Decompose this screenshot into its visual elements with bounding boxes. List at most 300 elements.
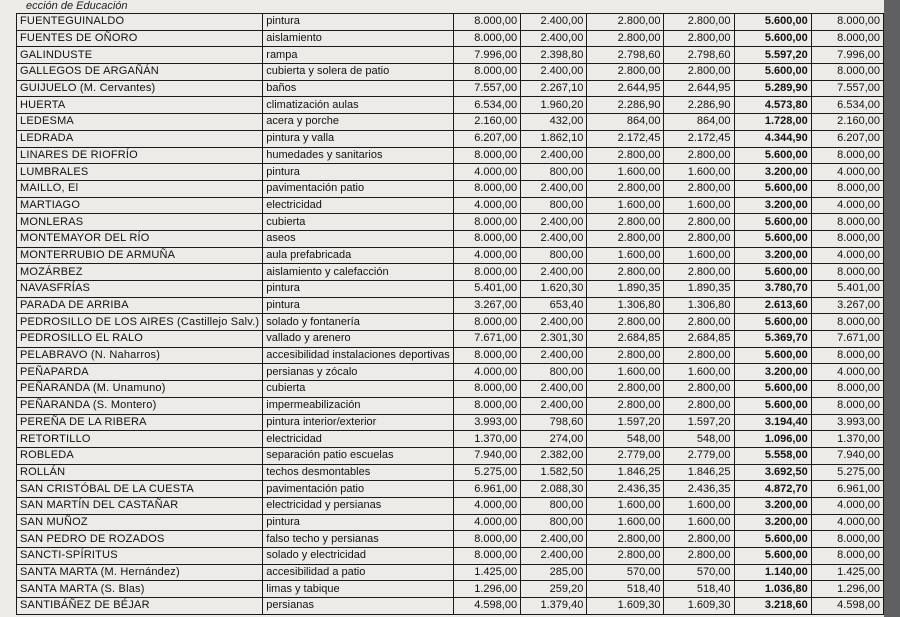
- final-amount-cell: 8.000,00: [811, 314, 883, 331]
- amount-cell: 518,40: [664, 581, 734, 598]
- final-amount-cell: 8.000,00: [811, 214, 883, 231]
- amount-cell: 2.400,00: [521, 531, 587, 548]
- municipality-cell: PELABRAVO (N. Naharros): [17, 347, 263, 364]
- work-description-cell: electricidad: [263, 431, 453, 448]
- amount-cell: 1.890,35: [664, 281, 734, 298]
- budget-cell: 7.996,00: [453, 47, 520, 64]
- budget-cell: 4.000,00: [453, 247, 520, 264]
- total-cell: 3.200,00: [734, 247, 811, 264]
- final-amount-cell: 8.000,00: [811, 381, 883, 398]
- amount-cell: 518,40: [587, 581, 664, 598]
- final-amount-cell: 8.000,00: [811, 180, 883, 197]
- work-description-cell: solado y fontanería: [263, 314, 453, 331]
- municipality-cell: LINARES DE RIOFRÍO: [17, 147, 263, 164]
- amount-cell: 2.800,00: [664, 347, 734, 364]
- table-row: [17, 14, 884, 31]
- municipality-cell: PARADA DE ARRIBA: [17, 297, 263, 314]
- budget-cell: 3.993,00: [453, 414, 520, 431]
- work-description-cell: pintura y valla: [263, 130, 453, 147]
- amount-cell: 2.400,00: [521, 214, 587, 231]
- table-row: [17, 464, 884, 481]
- table-row: [17, 64, 884, 81]
- total-cell: 5.600,00: [734, 230, 811, 247]
- municipality-cell: SAN MUÑOZ: [17, 514, 263, 531]
- amount-cell: 432,00: [521, 114, 587, 131]
- final-amount-cell: 8.000,00: [811, 397, 883, 414]
- amount-cell: 2.286,90: [664, 97, 734, 114]
- amount-cell: 800,00: [521, 164, 587, 181]
- amount-cell: 2.779,00: [587, 447, 664, 464]
- amount-cell: 864,00: [587, 114, 664, 131]
- amount-cell: 2.088,30: [521, 481, 587, 498]
- final-amount-cell: 4.000,00: [811, 364, 883, 381]
- amount-cell: 2.800,00: [664, 264, 734, 281]
- total-cell: 3.200,00: [734, 514, 811, 531]
- final-amount-cell: 1.370,00: [811, 431, 883, 448]
- amount-cell: 2.800,00: [587, 214, 664, 231]
- final-amount-cell: 8.000,00: [811, 64, 883, 81]
- amount-cell: 274,00: [521, 431, 587, 448]
- table-row: [17, 97, 884, 114]
- municipality-cell: ROBLEDA: [17, 447, 263, 464]
- budget-cell: 4.000,00: [453, 364, 520, 381]
- table-row: [17, 214, 884, 231]
- total-cell: 1.140,00: [734, 564, 811, 581]
- final-amount-cell: 7.940,00: [811, 447, 883, 464]
- amount-cell: 2.800,00: [587, 548, 664, 565]
- work-description-cell: acera y porche: [263, 114, 453, 131]
- final-amount-cell: 4.000,00: [811, 247, 883, 264]
- final-amount-cell: 4.000,00: [811, 164, 883, 181]
- municipality-cell: SANTIBÁÑEZ DE BÉJAR: [17, 598, 263, 615]
- total-cell: 1.096,00: [734, 431, 811, 448]
- amount-cell: 2.382,00: [521, 447, 587, 464]
- amount-cell: 548,00: [587, 431, 664, 448]
- municipality-cell: SAN MARTÍN DEL CASTAÑAR: [17, 497, 263, 514]
- work-description-cell: aislamiento: [263, 30, 453, 47]
- amount-cell: 1.597,20: [587, 414, 664, 431]
- work-description-cell: pintura: [263, 281, 453, 298]
- budget-cell: 7.940,00: [453, 447, 520, 464]
- final-amount-cell: 1.425,00: [811, 564, 883, 581]
- amount-cell: 2.800,00: [587, 397, 664, 414]
- amount-cell: 2.301,30: [521, 331, 587, 348]
- amount-cell: 2.400,00: [521, 147, 587, 164]
- table-row: [17, 414, 884, 431]
- table-row: [17, 347, 884, 364]
- work-description-cell: climatización aulas: [263, 97, 453, 114]
- amount-cell: 2.644,95: [664, 80, 734, 97]
- table-row: [17, 447, 884, 464]
- final-amount-cell: 8.000,00: [811, 147, 883, 164]
- budget-cell: 8.000,00: [453, 548, 520, 565]
- amount-cell: 2.800,00: [664, 381, 734, 398]
- budget-cell: 8.000,00: [453, 347, 520, 364]
- work-description-cell: pintura: [263, 297, 453, 314]
- amount-cell: 2.800,00: [587, 314, 664, 331]
- amount-cell: 1.306,80: [664, 297, 734, 314]
- municipality-cell: HUERTA: [17, 97, 263, 114]
- final-amount-cell: 8.000,00: [811, 230, 883, 247]
- amount-cell: 2.800,00: [664, 180, 734, 197]
- total-cell: 5.600,00: [734, 264, 811, 281]
- final-amount-cell: 7.996,00: [811, 47, 883, 64]
- amount-cell: 800,00: [521, 497, 587, 514]
- work-description-cell: electricidad: [263, 197, 453, 214]
- amount-cell: 2.398,80: [521, 47, 587, 64]
- budget-cell: 8.000,00: [453, 531, 520, 548]
- table-row: [17, 130, 884, 147]
- amount-cell: 2.798,60: [587, 47, 664, 64]
- amount-cell: 1.609,30: [587, 598, 664, 615]
- final-amount-cell: 7.671,00: [811, 331, 883, 348]
- amount-cell: 800,00: [521, 197, 587, 214]
- amount-cell: 2.800,00: [664, 548, 734, 565]
- amount-cell: 1.960,20: [521, 97, 587, 114]
- table-row: [17, 481, 884, 498]
- amount-cell: 2.400,00: [521, 381, 587, 398]
- final-amount-cell: 3.993,00: [811, 414, 883, 431]
- amount-cell: 2.800,00: [587, 347, 664, 364]
- amount-cell: 1.600,00: [587, 247, 664, 264]
- final-amount-cell: 5.275,00: [811, 464, 883, 481]
- amount-cell: 2.400,00: [521, 180, 587, 197]
- budget-cell: 1.425,00: [453, 564, 520, 581]
- amount-cell: 2.779,00: [664, 447, 734, 464]
- table-row: [17, 331, 884, 348]
- amount-cell: 1.846,25: [587, 464, 664, 481]
- final-amount-cell: 8.000,00: [811, 14, 883, 31]
- budget-cell: 4.000,00: [453, 197, 520, 214]
- amount-cell: 2.800,00: [664, 64, 734, 81]
- final-amount-cell: 4.000,00: [811, 514, 883, 531]
- amount-cell: 2.800,00: [664, 397, 734, 414]
- work-description-cell: aseos: [263, 230, 453, 247]
- municipality-cell: RETORTILLO: [17, 431, 263, 448]
- table-row: [17, 30, 884, 47]
- table-row: [17, 281, 884, 298]
- budget-cell: 4.000,00: [453, 164, 520, 181]
- amount-cell: 2.800,00: [587, 531, 664, 548]
- total-cell: 1.036,80: [734, 581, 811, 598]
- total-cell: 3.780,70: [734, 281, 811, 298]
- work-description-cell: electricidad y persianas: [263, 497, 453, 514]
- amount-cell: 2.400,00: [521, 264, 587, 281]
- municipality-cell: PEÑARANDA (S. Montero): [17, 397, 263, 414]
- amount-cell: 2.684,85: [664, 331, 734, 348]
- amount-cell: 1.600,00: [664, 514, 734, 531]
- amount-cell: 2.400,00: [521, 347, 587, 364]
- budget-cell: 6.961,00: [453, 481, 520, 498]
- amount-cell: 2.400,00: [521, 230, 587, 247]
- budget-cell: 8.000,00: [453, 381, 520, 398]
- table-row: [17, 297, 884, 314]
- municipality-cell: ROLLÁN: [17, 464, 263, 481]
- total-cell: 5.600,00: [734, 14, 811, 31]
- final-amount-cell: 8.000,00: [811, 264, 883, 281]
- work-description-cell: humedades y sanitarios: [263, 147, 453, 164]
- amount-cell: 1.862,10: [521, 130, 587, 147]
- municipality-cell: GALINDUSTE: [17, 47, 263, 64]
- amount-cell: 1.600,00: [587, 164, 664, 181]
- budget-cell: 8.000,00: [453, 214, 520, 231]
- amount-cell: 2.800,00: [587, 264, 664, 281]
- municipality-cell: PEDROSILLO DE LOS AIRES (Castillejo Salv.): [17, 314, 263, 331]
- budget-cell: 4.598,00: [453, 598, 520, 615]
- table-row: [17, 47, 884, 64]
- total-cell: 5.600,00: [734, 548, 811, 565]
- amount-cell: 2.800,00: [664, 30, 734, 47]
- total-cell: 5.600,00: [734, 180, 811, 197]
- municipality-cell: LEDESMA: [17, 114, 263, 131]
- total-cell: 5.600,00: [734, 531, 811, 548]
- work-description-cell: pintura: [263, 14, 453, 31]
- total-cell: 1.728,00: [734, 114, 811, 131]
- amount-cell: 1.600,00: [587, 514, 664, 531]
- budget-cell: 3.267,00: [453, 297, 520, 314]
- budget-cell: 8.000,00: [453, 147, 520, 164]
- municipality-cell: MOZÁRBEZ: [17, 264, 263, 281]
- amount-cell: 2.800,00: [587, 147, 664, 164]
- amount-cell: 2.800,00: [664, 230, 734, 247]
- budget-cell: 7.557,00: [453, 80, 520, 97]
- total-cell: 5.600,00: [734, 347, 811, 364]
- amount-cell: 800,00: [521, 514, 587, 531]
- total-cell: 3.200,00: [734, 197, 811, 214]
- final-amount-cell: 3.267,00: [811, 297, 883, 314]
- table-row: [17, 497, 884, 514]
- municipality-cell: MAILLO, El: [17, 180, 263, 197]
- amount-cell: 1.600,00: [664, 197, 734, 214]
- total-cell: 5.600,00: [734, 381, 811, 398]
- budget-cell: 5.401,00: [453, 281, 520, 298]
- work-description-cell: pavimentación patio: [263, 180, 453, 197]
- table-row: [17, 164, 884, 181]
- final-amount-cell: 2.160,00: [811, 114, 883, 131]
- amount-cell: 2.286,90: [587, 97, 664, 114]
- work-description-cell: falso techo y persianas: [263, 531, 453, 548]
- budget-cell: 5.275,00: [453, 464, 520, 481]
- amount-cell: 2.172,45: [664, 130, 734, 147]
- municipality-cell: SAN CRISTÓBAL DE LA CUESTA: [17, 481, 263, 498]
- municipality-cell: LUMBRALES: [17, 164, 263, 181]
- municipality-cell: SAN PEDRO DE ROZADOS: [17, 531, 263, 548]
- amount-cell: 285,00: [521, 564, 587, 581]
- budget-cell: 8.000,00: [453, 64, 520, 81]
- amount-cell: 2.400,00: [521, 64, 587, 81]
- amount-cell: 2.684,85: [587, 331, 664, 348]
- budget-cell: 1.296,00: [453, 581, 520, 598]
- amount-cell: 2.800,00: [587, 14, 664, 31]
- table-row: [17, 80, 884, 97]
- work-description-cell: vallado y arenero: [263, 331, 453, 348]
- subsidy-table: [16, 13, 884, 615]
- total-cell: 5.600,00: [734, 64, 811, 81]
- total-cell: 5.600,00: [734, 314, 811, 331]
- amount-cell: 2.800,00: [664, 14, 734, 31]
- amount-cell: 1.600,00: [587, 197, 664, 214]
- budget-cell: 2.160,00: [453, 114, 520, 131]
- amount-cell: 1.600,00: [664, 164, 734, 181]
- amount-cell: 2.400,00: [521, 548, 587, 565]
- final-amount-cell: 8.000,00: [811, 30, 883, 47]
- municipality-cell: SANTA MARTA (M. Hernández): [17, 564, 263, 581]
- work-description-cell: pintura: [263, 164, 453, 181]
- final-amount-cell: 4.000,00: [811, 197, 883, 214]
- amount-cell: 1.620,30: [521, 281, 587, 298]
- work-description-cell: pavimentación patio: [263, 481, 453, 498]
- work-description-cell: separación patio escuelas: [263, 447, 453, 464]
- amount-cell: 1.597,20: [664, 414, 734, 431]
- table-row: [17, 581, 884, 598]
- amount-cell: 653,40: [521, 297, 587, 314]
- work-description-cell: pintura: [263, 514, 453, 531]
- table-row: [17, 147, 884, 164]
- budget-cell: 8.000,00: [453, 264, 520, 281]
- total-cell: 5.600,00: [734, 214, 811, 231]
- total-cell: 2.613,60: [734, 297, 811, 314]
- municipality-cell: PEÑAPARDA: [17, 364, 263, 381]
- amount-cell: 2.400,00: [521, 14, 587, 31]
- final-amount-cell: 7.557,00: [811, 80, 883, 97]
- total-cell: 5.600,00: [734, 397, 811, 414]
- work-description-cell: aula prefabricada: [263, 247, 453, 264]
- table-row: [17, 364, 884, 381]
- final-amount-cell: 4.598,00: [811, 598, 883, 615]
- amount-cell: 2.800,00: [587, 381, 664, 398]
- amount-cell: 2.800,00: [587, 230, 664, 247]
- work-description-cell: impermeabilización: [263, 397, 453, 414]
- final-amount-cell: 8.000,00: [811, 531, 883, 548]
- municipality-cell: MARTIAGO: [17, 197, 263, 214]
- work-description-cell: accesibilidad instalaciones deportivas: [263, 347, 453, 364]
- final-amount-cell: 8.000,00: [811, 347, 883, 364]
- municipality-cell: SANCTI-SPÍRITUS: [17, 548, 263, 565]
- municipality-cell: MONTEMAYOR DEL RÍO: [17, 230, 263, 247]
- municipality-cell: MONLERAS: [17, 214, 263, 231]
- municipality-cell: LEDRADA: [17, 130, 263, 147]
- amount-cell: 570,00: [664, 564, 734, 581]
- amount-cell: 864,00: [664, 114, 734, 131]
- budget-cell: 1.370,00: [453, 431, 520, 448]
- municipality-cell: PEREÑA DE LA RIBERA: [17, 414, 263, 431]
- amount-cell: 2.436,35: [587, 481, 664, 498]
- municipality-cell: MONTERRUBIO DE ARMUÑA: [17, 247, 263, 264]
- table-row: [17, 548, 884, 565]
- amount-cell: 2.400,00: [521, 397, 587, 414]
- amount-cell: 2.800,00: [664, 314, 734, 331]
- table-row: [17, 381, 884, 398]
- amount-cell: 1.379,40: [521, 598, 587, 615]
- amount-cell: 2.800,00: [664, 214, 734, 231]
- municipality-cell: NAVASFRÍAS: [17, 281, 263, 298]
- work-description-cell: accesibilidad a patio: [263, 564, 453, 581]
- work-description-cell: persianas y zócalo: [263, 364, 453, 381]
- work-description-cell: solado y electricidad: [263, 548, 453, 565]
- municipality-cell: GALLEGOS DE ARGAÑÁN: [17, 64, 263, 81]
- amount-cell: 2.436,35: [664, 481, 734, 498]
- work-description-cell: cubierta y solera de patio: [263, 64, 453, 81]
- amount-cell: 1.846,25: [664, 464, 734, 481]
- work-description-cell: limas y tabique: [263, 581, 453, 598]
- amount-cell: 800,00: [521, 247, 587, 264]
- table-row: [17, 514, 884, 531]
- total-cell: 5.558,00: [734, 447, 811, 464]
- table-row: [17, 247, 884, 264]
- total-cell: 3.200,00: [734, 164, 811, 181]
- table-row: [17, 314, 884, 331]
- budget-cell: 6.207,00: [453, 130, 520, 147]
- final-amount-cell: 6.534,00: [811, 97, 883, 114]
- budget-cell: 8.000,00: [453, 14, 520, 31]
- total-cell: 3.200,00: [734, 364, 811, 381]
- total-cell: 5.597,20: [734, 47, 811, 64]
- final-amount-cell: 6.207,00: [811, 130, 883, 147]
- amount-cell: 1.600,00: [587, 364, 664, 381]
- budget-cell: 4.000,00: [453, 497, 520, 514]
- budget-cell: 8.000,00: [453, 30, 520, 47]
- table-row: [17, 598, 884, 615]
- amount-cell: 2.400,00: [521, 30, 587, 47]
- table-row: [17, 531, 884, 548]
- municipality-cell: FUENTES DE OÑORO: [17, 30, 263, 47]
- table-body: [17, 14, 884, 615]
- total-cell: 5.289,90: [734, 80, 811, 97]
- final-amount-cell: 4.000,00: [811, 497, 883, 514]
- amount-cell: 2.644,95: [587, 80, 664, 97]
- municipality-cell: SANTA MARTA (S. Blas): [17, 581, 263, 598]
- budget-cell: 8.000,00: [453, 180, 520, 197]
- total-cell: 4.872,70: [734, 481, 811, 498]
- amount-cell: 2.267,10: [521, 80, 587, 97]
- amount-cell: 2.800,00: [664, 147, 734, 164]
- table-row: [17, 114, 884, 131]
- amount-cell: 1.306,80: [587, 297, 664, 314]
- budget-cell: 8.000,00: [453, 314, 520, 331]
- total-cell: 5.600,00: [734, 147, 811, 164]
- amount-cell: 798,60: [521, 414, 587, 431]
- table-row: [17, 197, 884, 214]
- final-amount-cell: 8.000,00: [811, 548, 883, 565]
- municipality-cell: FUENTEGUINALDO: [17, 14, 263, 31]
- work-description-cell: rampa: [263, 47, 453, 64]
- budget-cell: 7.671,00: [453, 331, 520, 348]
- total-cell: 4.573,80: [734, 97, 811, 114]
- municipality-cell: GUIJUELO (M. Cervantes): [17, 80, 263, 97]
- budget-cell: 4.000,00: [453, 514, 520, 531]
- total-cell: 4.344,90: [734, 130, 811, 147]
- work-description-cell: aislamiento y calefacción: [263, 264, 453, 281]
- amount-cell: 259,20: [521, 581, 587, 598]
- amount-cell: 2.172,45: [587, 130, 664, 147]
- amount-cell: 2.800,00: [587, 30, 664, 47]
- final-amount-cell: 6.961,00: [811, 481, 883, 498]
- total-cell: 3.194,40: [734, 414, 811, 431]
- amount-cell: 1.890,35: [587, 281, 664, 298]
- final-amount-cell: 1.296,00: [811, 581, 883, 598]
- table-row: [17, 180, 884, 197]
- table-row: [17, 397, 884, 414]
- table-row: [17, 230, 884, 247]
- budget-cell: 6.534,00: [453, 97, 520, 114]
- section-header: ección de Educación: [26, 0, 128, 12]
- amount-cell: 2.800,00: [664, 531, 734, 548]
- amount-cell: 800,00: [521, 364, 587, 381]
- work-description-cell: cubierta: [263, 381, 453, 398]
- work-description-cell: baños: [263, 80, 453, 97]
- table-row: [17, 564, 884, 581]
- work-description-cell: pintura interior/exterior: [263, 414, 453, 431]
